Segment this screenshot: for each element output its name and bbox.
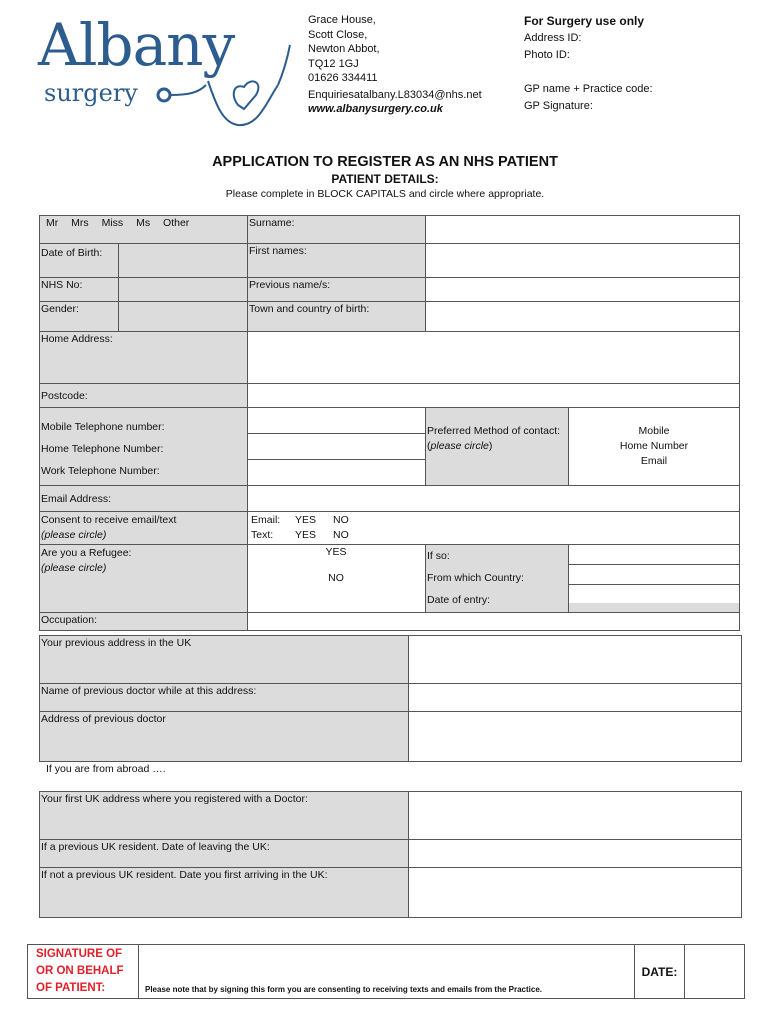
title-option[interactable]: Miss [101,217,124,229]
prev-doctor-address-field[interactable] [409,712,742,762]
consent-circle-note: (please circle) [41,529,107,541]
form-subtitle: PATIENT DETAILS: [331,172,439,186]
date-entry-label: Date of entry: [427,594,491,606]
previous-names-field[interactable] [426,278,740,302]
albany-logo [38,11,298,130]
gp-name-label: GP name + Practice code: [524,83,653,95]
pref-option-home[interactable]: Home Number [619,440,689,452]
consent-text-label: Text: [251,529,274,541]
dob-field[interactable] [119,244,248,278]
prev-address-field[interactable] [409,636,742,684]
refugee-label [40,545,248,613]
pref-option-mobile[interactable]: Mobile [638,425,670,437]
date-arriving-field[interactable] [409,868,742,918]
gender-field[interactable] [119,302,248,332]
refugee-yes[interactable]: YES [325,546,347,558]
prev-doctor-address-label: Address of previous doctor [40,712,409,762]
address-line: Scott Close, [308,28,368,41]
title-options[interactable] [40,216,248,244]
postcode-label: Postcode: [40,384,248,408]
mobile-label: Mobile Telephone number: [41,421,165,433]
which-country-label: From which Country: [427,572,524,584]
refugee-detail-labels [426,545,569,613]
refugee-options [248,545,426,613]
occupation-field[interactable] [248,613,740,631]
refugee-detail-fields [569,545,740,613]
first-uk-address-field[interactable] [409,792,742,840]
email-link[interactable]: Enquiriesatalbany.L83034@nhs.net [308,88,482,101]
consent-label [40,512,248,545]
home-address-label: Home Address: [40,332,248,384]
title-option[interactable]: Ms [136,217,151,229]
prev-address-label: Your previous address in the UK [40,636,409,684]
consent-options [248,512,740,545]
gender-label: Gender: [40,302,119,332]
surgery-use-title: For Surgery use only [524,14,645,28]
date-leaving-field[interactable] [409,840,742,868]
previous-address-table [39,635,742,762]
consent-email-label: Email: [251,514,281,526]
nhs-no-field[interactable] [119,278,248,302]
logo-sub: surgery [44,79,138,107]
signature-label [28,945,139,999]
gp-signature-label: GP Signature: [524,100,593,112]
consent-text-yes[interactable]: YES [295,529,317,541]
signature-table [27,944,745,999]
form-instruction: Please complete in BLOCK CAPITALS and circle where appropriate. [225,188,545,200]
prev-doctor-label: Name of previous doctor while at this address: [40,684,409,712]
previous-names-label: Previous name/s: [248,278,426,302]
refugee-circle-note: (please circle) [41,562,107,574]
work-tel-label: Work Telephone Number: [41,465,160,477]
mobile-field[interactable] [248,408,425,434]
consent-email-yes[interactable]: YES [295,514,317,526]
town-country-field[interactable] [426,302,740,332]
dob-label: Date of Birth: [40,244,119,278]
date-leaving-label: If a previous UK resident. Date of leaving the UK: [40,840,409,868]
consent-text-no[interactable]: NO [333,529,349,541]
abroad-intro: If you are from abroad …. [46,763,166,775]
logo-name: Albany [38,11,235,79]
home-tel-field[interactable] [248,434,425,460]
work-tel-field[interactable] [248,460,425,485]
address-line: Grace House, [308,14,376,26]
address-id-label: Address ID: [524,32,582,44]
signature-label-line: OR ON BEHALF [36,965,124,977]
signature-label-line: SIGNATURE OF [36,948,123,960]
title-option[interactable]: Other [163,217,190,229]
telephone-fields [248,408,426,486]
preferred-contact-options[interactable] [569,408,740,486]
date-field[interactable] [685,945,745,999]
address-line: Newton Abbot, [308,43,380,55]
form-title: APPLICATION TO REGISTER AS AN NHS PATIENT [212,154,558,170]
prev-doctor-field[interactable] [409,684,742,712]
date-arriving-label: If not a previous UK resident. Date you first arriving in the UK: [40,868,409,918]
stethoscope-heart-icon [38,15,298,130]
preferred-contact-label [426,408,569,486]
telephone-labels [40,408,248,486]
date-label: DATE: [635,945,685,999]
pref-option-email[interactable]: Email [640,455,668,467]
form-heading [0,154,770,200]
practice-address [308,13,482,117]
photo-id-label: Photo ID: [524,49,570,61]
first-uk-address-label: Your first UK address where you registered with a Doctor: [40,792,409,840]
patient-details-table [39,215,740,631]
email-field[interactable] [248,486,740,512]
date-entry-field[interactable] [569,585,739,603]
title-option[interactable]: Mr [46,217,59,229]
if-so-label: If so: [427,550,450,562]
refugee-no[interactable]: NO [328,572,344,584]
email-label: Email Address: [40,486,248,512]
consent-email-no[interactable]: NO [333,514,349,526]
home-tel-label: Home Telephone Number: [41,443,164,455]
address-line: 01626 334411 [308,72,378,84]
consent-text: Consent to receive email/text [41,514,177,526]
first-names-label: First names: [248,244,426,278]
preferred-circle-note: please circle [430,440,489,452]
which-country-field[interactable] [569,565,739,585]
title-option[interactable]: Mrs [71,217,89,229]
first-names-field[interactable] [426,244,740,278]
nhs-no-label: NHS No: [40,278,119,302]
surname-field[interactable] [426,216,740,244]
address-line: TQ12 1GJ [308,57,359,70]
website-link[interactable]: www.albanysurgery.co.uk [308,103,443,115]
abroad-table [39,791,742,918]
signature-note: Please note that by signing this form you are consenting to receiving texts and emails from the Practice. [145,985,542,994]
surname-label: Surname: [248,216,426,244]
if-so-field[interactable] [569,545,739,565]
town-country-label: Town and country of birth: [248,302,426,332]
occupation-label: Occupation: [40,613,248,631]
surgery-use-box [524,13,653,115]
signature-field[interactable] [139,945,635,999]
refugee-text: Are you a Refugee: [41,547,132,559]
preferred-text: Preferred Method of contact: ( [427,425,561,452]
signature-label-line: OF PATIENT: [36,982,106,994]
postcode-field[interactable] [248,384,740,408]
preferred-text-end: ) [488,440,493,452]
home-address-field[interactable] [248,332,740,384]
